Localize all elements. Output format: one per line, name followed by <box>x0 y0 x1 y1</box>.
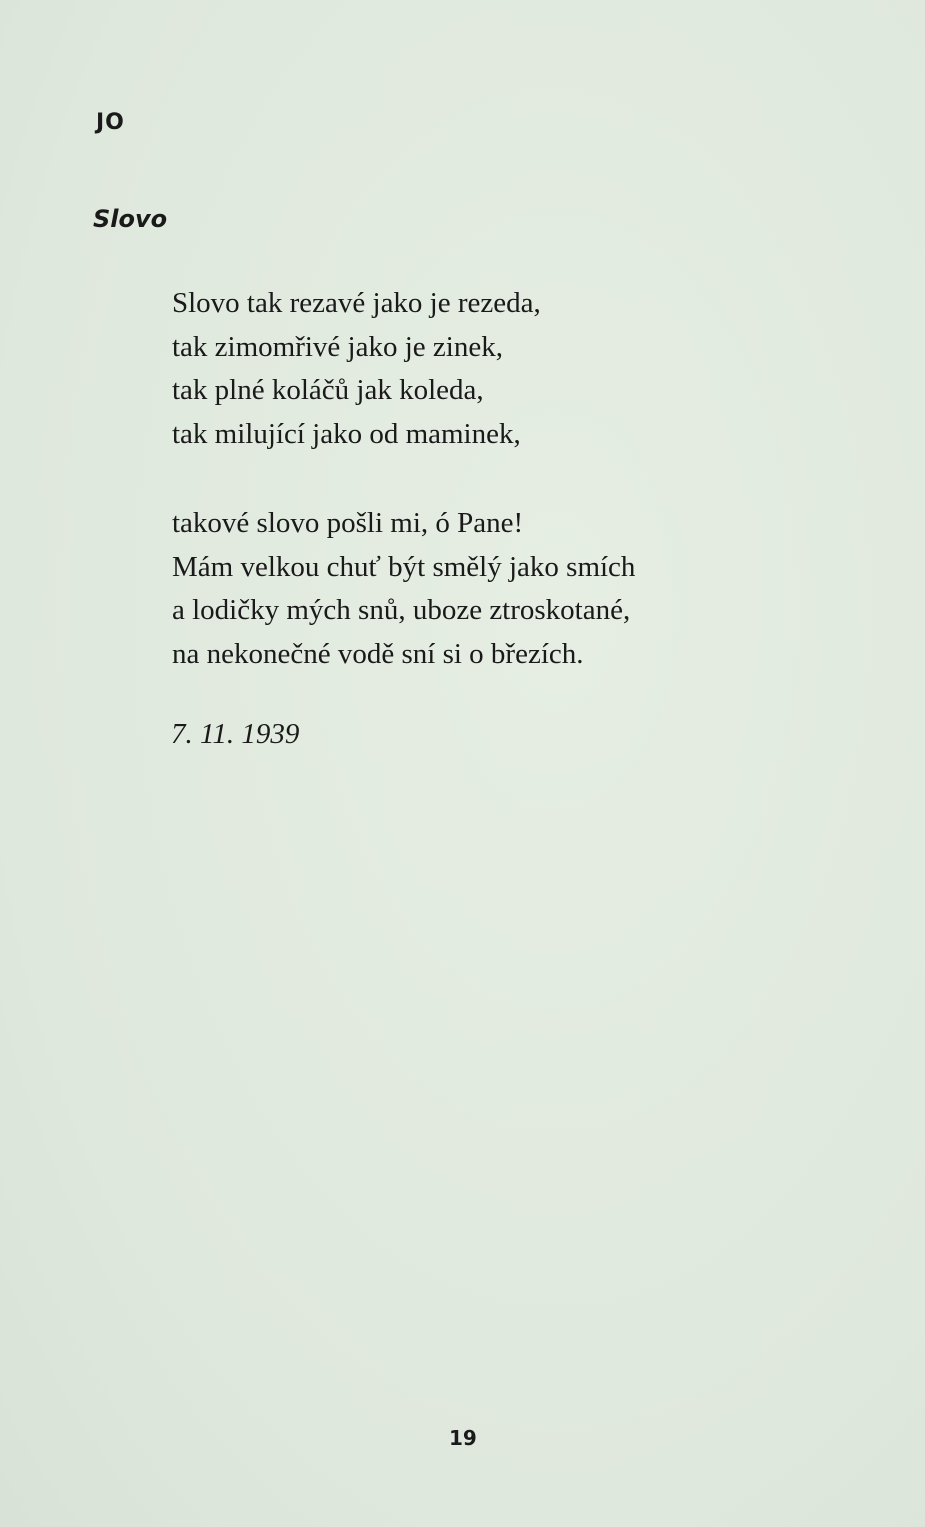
poem-line: Slovo tak rezavé jako je rezeda, <box>172 287 541 319</box>
poem-line: tak milující jako od maminek, <box>172 417 521 450</box>
poem-line: na nekonečné vodě sní si o březích. <box>172 637 584 670</box>
poem-line: tak zimomřivé jako je zinek, <box>172 330 503 363</box>
poem-line: takové slovo pošli mi, ó Pane! <box>172 507 524 539</box>
page-number: 19 <box>449 1426 477 1450</box>
poem-line: Mám velkou chuť být smělý jako smích <box>172 550 636 583</box>
poem-date: 7. 11. 1939 <box>171 718 300 750</box>
stanza-1 <box>172 282 541 456</box>
poem-line: tak plné koláčů jak koleda, <box>172 374 484 406</box>
poem-title: Slovo <box>93 205 168 233</box>
poem-line: a lodičky mých snů, uboze ztroskotané, <box>172 594 631 626</box>
running-head: JO <box>96 110 125 135</box>
stanza-2 <box>172 502 635 676</box>
